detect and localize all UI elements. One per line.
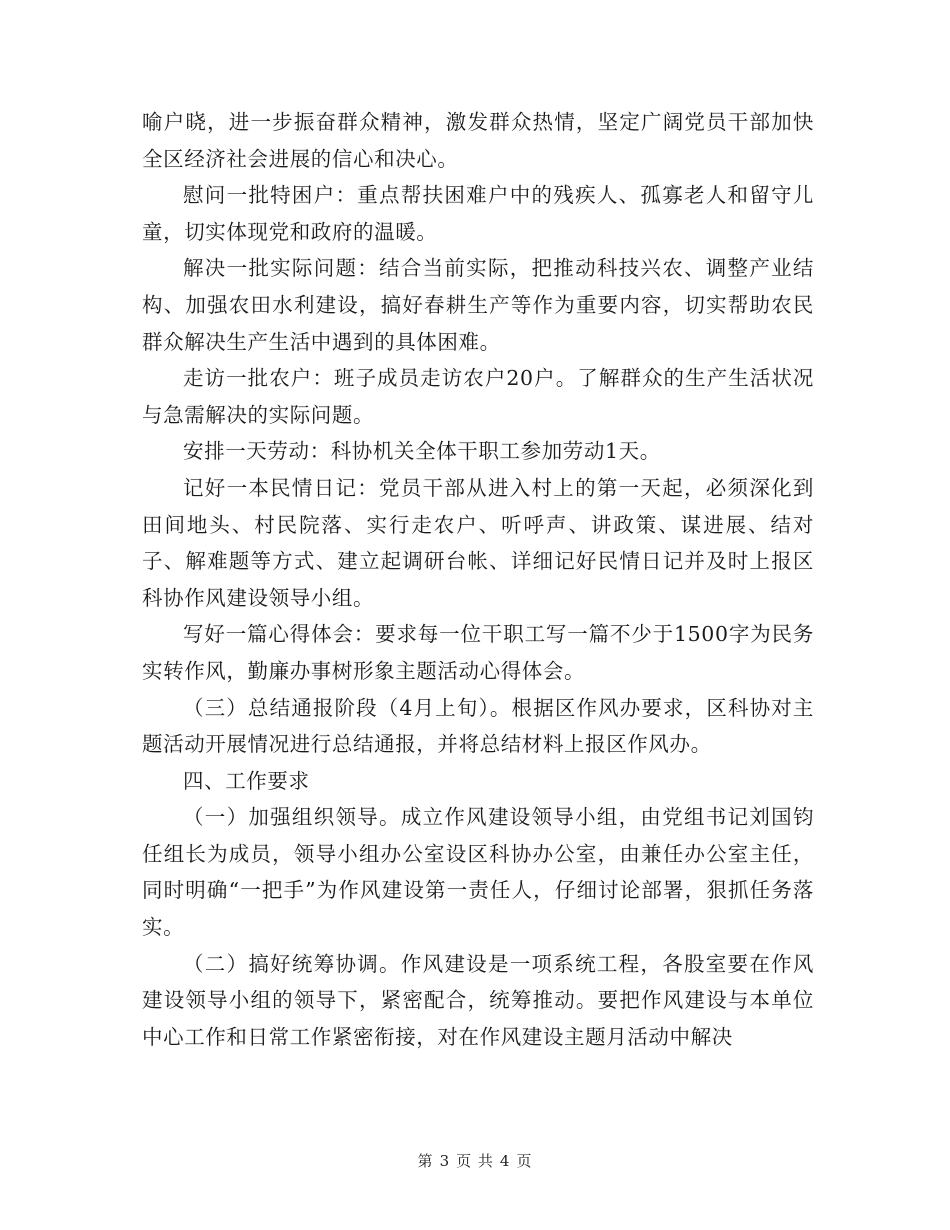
paragraph-4: 走访一批农户：班子成员走访农户20户。了解群众的生产生活状况与急需解决的实际问题。 [142, 366, 814, 427]
section-heading: 四、工作要求 [183, 768, 310, 793]
footer-middle: 页 共 [456, 1152, 494, 1170]
footer-prefix: 第 [417, 1152, 434, 1170]
paragraph-7: 写好一篇心得体会：要求每一位干职工写一篇不少于1500字为民务实转作风，勤廉办事树形象主题活动心得体会。 [142, 622, 814, 683]
footer-total-pages: 4 [499, 1152, 511, 1170]
paragraph-10: （一）加强组织领导。成立作风建设领导小组，由党组书记刘国钧任组长为成员，领导小组办公室设区科协办公室，由兼任办公室主任，同时明确“一把手”为作风建设第一责任人，仔细讨论部署，狠抓任务落实。 [142, 805, 814, 940]
paragraph-2: 慰问一批特困户：重点帮扶困难户中的残疾人、孤寡老人和留守儿童，切实体现党和政府的温暖。 [142, 183, 814, 244]
paragraph-1: 喻户晓，进一步振奋群众精神，激发群众热情，坚定广阔党员干部加快全区经济社会进展的信心和决心。 [142, 110, 814, 171]
paragraph-5: 安排一天劳动：科协机关全体干职工参加劳动1天。 [183, 439, 661, 464]
paragraph-11: （二）搞好统筹协调。作风建设是一项系统工程，各股室要在作风建设领导小组的领导下，紧密配合，统筹推动。要把作风建设与本单位中心工作和日常工作紧密衔接，对在作风建设主题月活动中解决 [142, 951, 814, 1049]
paragraph-8: （三）总结通报阶段（4月上旬）。根据区作风办要求，区科协对主题活动开展情况进行总结通报，并将总结材料上报区作风办。 [142, 695, 814, 757]
footer-current-page: 3 [439, 1152, 451, 1170]
paragraph-6: 记好一本民情日记：党员干部从进入村上的第一天起，必须深化到田间地头、村民院落、实行走农户、听呼声、讲政策、谋进展、结对子、解难题等方式、建立起调研台帐、详细记好民情日记并及时上报区科协作风建设领导小组。 [142, 475, 814, 610]
document-body [142, 104, 814, 1055]
page-footer [0, 1150, 950, 1171]
paragraph-3: 解决一批实际问题：结合当前实际，把推动科技兴农、调整产业结构、加强农田水利建设，搞好春耕生产等作为重要内容，切实帮助农民群众解决生产生活中遇到的具体困难。 [142, 256, 814, 354]
footer-suffix: 页 [516, 1152, 533, 1170]
